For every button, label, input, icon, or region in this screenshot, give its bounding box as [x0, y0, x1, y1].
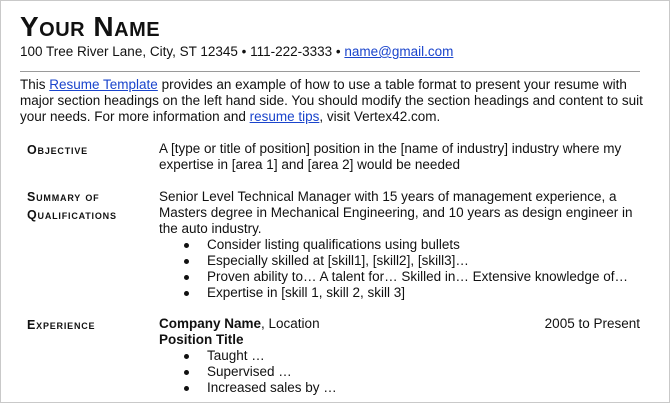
list-item: Consider listing qualifications using bullets	[159, 237, 654, 253]
summary-text: Senior Level Technical Manager with 15 years of management experience, a Masters degree in Mechanical Engineering, and 10 years as design engineer in the auto industry.	[159, 189, 633, 236]
list-item: Proven ability to… A talent for… Skilled in… Extensive knowledge of…	[159, 269, 654, 285]
list-item: Especially skilled at [skill1], [skill2], [skill3]…	[159, 253, 654, 269]
intro-paragraph	[20, 77, 645, 125]
intro-text-1: This	[20, 77, 50, 92]
experience-dates: 2005 to Present	[544, 316, 640, 331]
list-item: Expertise in [skill 1, skill 2, skill 3]	[159, 285, 654, 301]
bullet-icon	[184, 243, 189, 248]
bullet-icon	[184, 291, 189, 296]
list-item: Taught …	[159, 348, 654, 364]
company-location: , Location	[261, 316, 320, 331]
resume-tips-link[interactable]: resume tips	[249, 109, 320, 124]
intro-text-2: provides an example of how to use a table format to present your resume with major section headings on the left hand side. You should modify the section headings and content to suit your needs. For more information and	[20, 77, 643, 124]
list-item: Supervised …	[159, 364, 654, 380]
bullet-icon	[184, 370, 189, 375]
header-divider	[20, 71, 640, 72]
objective-text: A [type or title of position] position in the [name of industry] industry where my expertise in [area 1] and [area 2] would be needed	[159, 141, 622, 172]
summary-bullet-list	[159, 237, 654, 301]
experience-body	[159, 316, 654, 396]
company-name: Company Name	[159, 316, 262, 331]
experience-company-row	[159, 316, 654, 332]
contact-line	[20, 44, 453, 60]
bullet-icon	[184, 354, 189, 359]
position-title: Position Title	[159, 332, 244, 347]
bullet-icon	[184, 259, 189, 264]
bullet-icon	[184, 386, 189, 391]
intro-text-3: , visit Vertex42.com.	[319, 109, 441, 124]
resume-name: Your Name	[20, 11, 161, 42]
experience-heading: Experience	[27, 318, 96, 332]
resume-template-link[interactable]: Resume Template	[49, 77, 158, 92]
summary-body	[159, 189, 654, 301]
objective-heading: Objective	[27, 143, 88, 157]
summary-heading-line2: Qualifications	[27, 208, 117, 222]
experience-bullet-list	[159, 348, 654, 396]
list-item: Increased sales by …	[159, 380, 654, 396]
summary-heading	[27, 188, 117, 224]
contact-address: 100 Tree River Lane, City, ST 12345 • 111-222-3333 •	[20, 44, 345, 59]
email-link[interactable]: name@gmail.com	[344, 44, 454, 59]
summary-heading-line1: Summary of	[27, 190, 100, 204]
bullet-icon	[184, 275, 189, 280]
